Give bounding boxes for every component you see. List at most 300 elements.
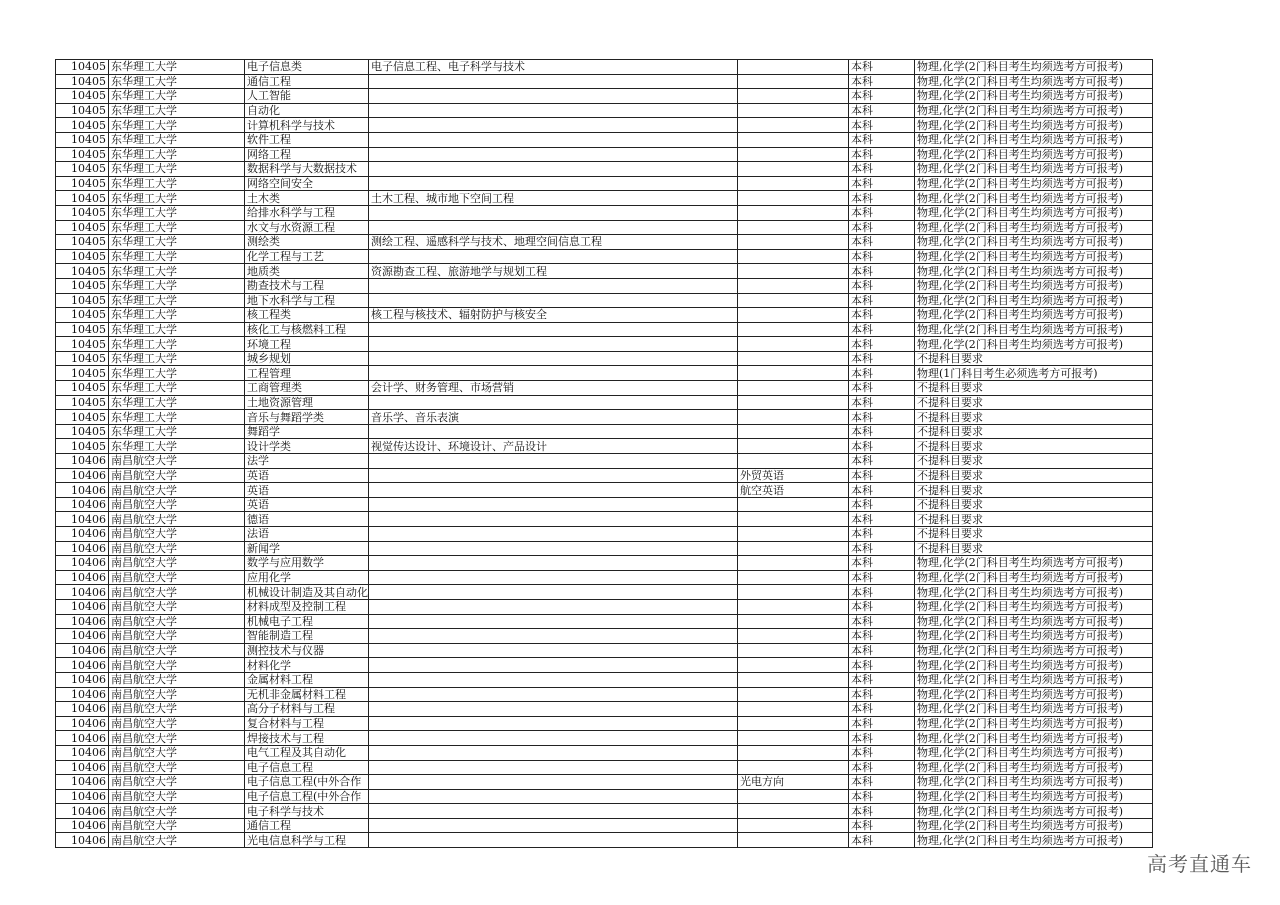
major-name-cell: 音乐与舞蹈学类 [245, 410, 369, 425]
remark-cell [738, 599, 849, 614]
subject-requirement-cell: 不提科目要求 [915, 381, 1153, 396]
major-name-cell: 环境工程 [245, 337, 369, 352]
level-cell: 本科 [849, 439, 915, 454]
table-row [56, 337, 1153, 352]
school-name-cell: 南昌航空大学 [109, 658, 245, 673]
remark-cell [738, 585, 849, 600]
level-cell: 本科 [849, 643, 915, 658]
school-name-cell: 东华理工大学 [109, 205, 245, 220]
included-majors-cell [369, 512, 738, 527]
school-code-cell: 10405 [56, 395, 109, 410]
included-majors-cell: 视觉传达设计、环境设计、产品设计 [369, 439, 738, 454]
school-name-cell: 东华理工大学 [109, 162, 245, 177]
table-row [56, 599, 1153, 614]
remark-cell [738, 818, 849, 833]
remark-cell [738, 103, 849, 118]
major-name-cell: 英语 [245, 483, 369, 498]
level-cell: 本科 [849, 775, 915, 790]
school-name-cell: 南昌航空大学 [109, 672, 245, 687]
major-name-cell: 机械电子工程 [245, 614, 369, 629]
school-code-cell: 10406 [56, 527, 109, 542]
table-row [56, 585, 1153, 600]
major-name-cell: 工商管理类 [245, 381, 369, 396]
remark-cell [738, 235, 849, 250]
school-code-cell: 10405 [56, 103, 109, 118]
remark-cell [738, 789, 849, 804]
remark-cell [738, 570, 849, 585]
school-code-cell: 10405 [56, 278, 109, 293]
subject-requirement-cell: 物理,化学(2门科目考生均须选考方可报考) [915, 176, 1153, 191]
included-majors-cell [369, 804, 738, 819]
included-majors-cell: 核工程与核技术、辐射防护与核安全 [369, 308, 738, 323]
major-name-cell: 材料化学 [245, 658, 369, 673]
major-name-cell: 核工程类 [245, 308, 369, 323]
table-row [56, 672, 1153, 687]
included-majors-cell [369, 132, 738, 147]
major-name-cell: 设计学类 [245, 439, 369, 454]
included-majors-cell [369, 454, 738, 469]
school-name-cell: 南昌航空大学 [109, 614, 245, 629]
remark-cell [738, 731, 849, 746]
table-row [56, 351, 1153, 366]
major-name-cell: 地下水科学与工程 [245, 293, 369, 308]
school-code-cell: 10406 [56, 614, 109, 629]
school-code-cell: 10406 [56, 658, 109, 673]
school-name-cell: 东华理工大学 [109, 351, 245, 366]
school-code-cell: 10406 [56, 818, 109, 833]
table-row [56, 745, 1153, 760]
school-name-cell: 东华理工大学 [109, 249, 245, 264]
remark-cell [738, 439, 849, 454]
school-name-cell: 南昌航空大学 [109, 483, 245, 498]
subject-requirement-cell: 不提科目要求 [915, 541, 1153, 556]
included-majors-cell [369, 278, 738, 293]
remark-cell [738, 658, 849, 673]
table-row [56, 570, 1153, 585]
school-code-cell: 10406 [56, 497, 109, 512]
table-row [56, 278, 1153, 293]
included-majors-cell [369, 293, 738, 308]
school-name-cell: 东华理工大学 [109, 337, 245, 352]
school-name-cell: 东华理工大学 [109, 439, 245, 454]
remark-cell [738, 366, 849, 381]
remark-cell [738, 614, 849, 629]
major-name-cell: 无机非金属材料工程 [245, 687, 369, 702]
school-name-cell: 东华理工大学 [109, 264, 245, 279]
remark-cell [738, 293, 849, 308]
level-cell: 本科 [849, 672, 915, 687]
major-name-cell: 法语 [245, 527, 369, 542]
included-majors-cell [369, 702, 738, 717]
remark-cell [738, 556, 849, 571]
remark-cell [738, 351, 849, 366]
level-cell: 本科 [849, 89, 915, 104]
table-row [56, 629, 1153, 644]
school-code-cell: 10405 [56, 118, 109, 133]
subject-requirement-cell: 物理,化学(2门科目考生均须选考方可报考) [915, 658, 1153, 673]
included-majors-cell [369, 760, 738, 775]
level-cell: 本科 [849, 658, 915, 673]
major-name-cell: 焊接技术与工程 [245, 731, 369, 746]
remark-cell [738, 541, 849, 556]
included-majors-cell [369, 745, 738, 760]
major-name-cell: 数据科学与大数据技术 [245, 162, 369, 177]
subject-requirement-cell: 物理,化学(2门科目考生均须选考方可报考) [915, 147, 1153, 162]
subject-requirement-cell: 物理,化学(2门科目考生均须选考方可报考) [915, 614, 1153, 629]
level-cell: 本科 [849, 527, 915, 542]
level-cell: 本科 [849, 147, 915, 162]
table-row [56, 395, 1153, 410]
major-name-cell: 高分子材料与工程 [245, 702, 369, 717]
included-majors-cell [369, 658, 738, 673]
school-name-cell: 东华理工大学 [109, 366, 245, 381]
subject-requirement-cell: 物理,化学(2门科目考生均须选考方可报考) [915, 103, 1153, 118]
table-row [56, 366, 1153, 381]
remark-cell [738, 220, 849, 235]
school-code-cell: 10405 [56, 235, 109, 250]
subject-requirement-cell: 物理,化学(2门科目考生均须选考方可报考) [915, 672, 1153, 687]
school-code-cell: 10406 [56, 468, 109, 483]
remark-cell: 航空英语 [738, 483, 849, 498]
remark-cell [738, 643, 849, 658]
table-row [56, 74, 1153, 89]
remark-cell [738, 147, 849, 162]
table-row [56, 527, 1153, 542]
school-name-cell: 东华理工大学 [109, 176, 245, 191]
included-majors-cell [369, 716, 738, 731]
major-name-cell: 英语 [245, 497, 369, 512]
school-code-cell: 10406 [56, 716, 109, 731]
subject-requirement-cell: 物理,化学(2门科目考生均须选考方可报考) [915, 760, 1153, 775]
included-majors-cell [369, 570, 738, 585]
table-row [56, 775, 1153, 790]
level-cell: 本科 [849, 483, 915, 498]
major-name-cell: 金属材料工程 [245, 672, 369, 687]
admission-table [55, 59, 1153, 848]
level-cell: 本科 [849, 556, 915, 571]
remark-cell [738, 60, 849, 75]
major-name-cell: 测控技术与仪器 [245, 643, 369, 658]
school-code-cell: 10405 [56, 132, 109, 147]
level-cell: 本科 [849, 132, 915, 147]
major-name-cell: 地质类 [245, 264, 369, 279]
major-name-cell: 电子科学与技术 [245, 804, 369, 819]
table-row [56, 249, 1153, 264]
included-majors-cell: 会计学、财务管理、市场营销 [369, 381, 738, 396]
major-name-cell: 复合材料与工程 [245, 716, 369, 731]
school-code-cell: 10405 [56, 351, 109, 366]
remark-cell [738, 410, 849, 425]
table-row [56, 89, 1153, 104]
school-name-cell: 东华理工大学 [109, 220, 245, 235]
subject-requirement-cell: 物理,化学(2门科目考生均须选考方可报考) [915, 322, 1153, 337]
level-cell: 本科 [849, 118, 915, 133]
included-majors-cell [369, 527, 738, 542]
major-name-cell: 光电信息科学与工程 [245, 833, 369, 848]
school-name-cell: 南昌航空大学 [109, 687, 245, 702]
subject-requirement-cell: 物理,化学(2门科目考生均须选考方可报考) [915, 585, 1153, 600]
major-name-cell: 通信工程 [245, 818, 369, 833]
included-majors-cell: 测绘工程、遥感科学与技术、地理空间信息工程 [369, 235, 738, 250]
level-cell: 本科 [849, 162, 915, 177]
included-majors-cell [369, 395, 738, 410]
remark-cell [738, 322, 849, 337]
school-name-cell: 南昌航空大学 [109, 497, 245, 512]
included-majors-cell [369, 351, 738, 366]
school-name-cell: 东华理工大学 [109, 89, 245, 104]
school-name-cell: 南昌航空大学 [109, 833, 245, 848]
school-code-cell: 10406 [56, 556, 109, 571]
level-cell: 本科 [849, 249, 915, 264]
subject-requirement-cell: 物理,化学(2门科目考生均须选考方可报考) [915, 118, 1153, 133]
school-name-cell: 东华理工大学 [109, 410, 245, 425]
table-row [56, 103, 1153, 118]
school-name-cell: 东华理工大学 [109, 103, 245, 118]
included-majors-cell [369, 366, 738, 381]
subject-requirement-cell: 物理,化学(2门科目考生均须选考方可报考) [915, 264, 1153, 279]
table-row [56, 760, 1153, 775]
remark-cell [738, 74, 849, 89]
subject-requirement-cell: 不提科目要求 [915, 351, 1153, 366]
subject-requirement-cell: 物理,化学(2门科目考生均须选考方可报考) [915, 60, 1153, 75]
major-name-cell: 应用化学 [245, 570, 369, 585]
remark-cell: 外贸英语 [738, 468, 849, 483]
school-code-cell: 10405 [56, 410, 109, 425]
included-majors-cell [369, 672, 738, 687]
table-row [56, 804, 1153, 819]
school-code-cell: 10405 [56, 191, 109, 206]
major-name-cell: 法学 [245, 454, 369, 469]
subject-requirement-cell: 不提科目要求 [915, 483, 1153, 498]
school-name-cell: 东华理工大学 [109, 293, 245, 308]
included-majors-cell [369, 775, 738, 790]
level-cell: 本科 [849, 570, 915, 585]
subject-requirement-cell: 不提科目要求 [915, 468, 1153, 483]
included-majors-cell [369, 541, 738, 556]
school-code-cell: 10406 [56, 629, 109, 644]
level-cell: 本科 [849, 599, 915, 614]
included-majors-cell [369, 220, 738, 235]
school-code-cell: 10405 [56, 249, 109, 264]
level-cell: 本科 [849, 103, 915, 118]
major-name-cell: 通信工程 [245, 74, 369, 89]
school-name-cell: 东华理工大学 [109, 308, 245, 323]
remark-cell [738, 205, 849, 220]
subject-requirement-cell: 不提科目要求 [915, 512, 1153, 527]
level-cell: 本科 [849, 191, 915, 206]
level-cell: 本科 [849, 424, 915, 439]
table-row [56, 176, 1153, 191]
level-cell: 本科 [849, 541, 915, 556]
major-name-cell: 土地资源管理 [245, 395, 369, 410]
school-name-cell: 南昌航空大学 [109, 585, 245, 600]
major-name-cell: 电气工程及其自动化 [245, 745, 369, 760]
level-cell: 本科 [849, 205, 915, 220]
subject-requirement-cell: 物理,化学(2门科目考生均须选考方可报考) [915, 775, 1153, 790]
remark-cell [738, 337, 849, 352]
level-cell: 本科 [849, 381, 915, 396]
level-cell: 本科 [849, 585, 915, 600]
table-row [56, 162, 1153, 177]
school-code-cell: 10406 [56, 599, 109, 614]
table-row [56, 191, 1153, 206]
school-code-cell: 10405 [56, 176, 109, 191]
major-name-cell: 土木类 [245, 191, 369, 206]
subject-requirement-cell: 不提科目要求 [915, 454, 1153, 469]
level-cell: 本科 [849, 497, 915, 512]
remark-cell [738, 264, 849, 279]
level-cell: 本科 [849, 512, 915, 527]
included-majors-cell [369, 789, 738, 804]
school-name-cell: 南昌航空大学 [109, 702, 245, 717]
remark-cell [738, 176, 849, 191]
major-name-cell: 智能制造工程 [245, 629, 369, 644]
included-majors-cell: 电子信息工程、电子科学与技术 [369, 60, 738, 75]
subject-requirement-cell: 物理,化学(2门科目考生均须选考方可报考) [915, 249, 1153, 264]
major-name-cell: 电子信息类 [245, 60, 369, 75]
table-row [56, 687, 1153, 702]
level-cell: 本科 [849, 337, 915, 352]
school-code-cell: 10406 [56, 731, 109, 746]
major-name-cell: 水文与水资源工程 [245, 220, 369, 235]
major-name-cell: 机械设计制造及其自动化 [245, 585, 369, 600]
remark-cell [738, 512, 849, 527]
included-majors-cell [369, 497, 738, 512]
included-majors-cell [369, 818, 738, 833]
included-majors-cell [369, 147, 738, 162]
school-name-cell: 南昌航空大学 [109, 512, 245, 527]
school-name-cell: 南昌航空大学 [109, 760, 245, 775]
school-code-cell: 10405 [56, 220, 109, 235]
school-code-cell: 10405 [56, 60, 109, 75]
level-cell: 本科 [849, 731, 915, 746]
school-code-cell: 10405 [56, 424, 109, 439]
level-cell: 本科 [849, 293, 915, 308]
table-row [56, 833, 1153, 848]
subject-requirement-cell: 物理,化学(2门科目考生均须选考方可报考) [915, 220, 1153, 235]
school-code-cell: 10405 [56, 205, 109, 220]
subject-requirement-cell: 物理,化学(2门科目考生均须选考方可报考) [915, 293, 1153, 308]
table-row [56, 118, 1153, 133]
subject-requirement-cell: 物理,化学(2门科目考生均须选考方可报考) [915, 556, 1153, 571]
table-row [56, 205, 1153, 220]
major-name-cell: 城乡规划 [245, 351, 369, 366]
remark-cell [738, 308, 849, 323]
remark-cell [738, 89, 849, 104]
subject-requirement-cell: 物理,化学(2门科目考生均须选考方可报考) [915, 833, 1153, 848]
school-code-cell: 10406 [56, 672, 109, 687]
remark-cell [738, 118, 849, 133]
included-majors-cell: 音乐学、音乐表演 [369, 410, 738, 425]
school-code-cell: 10406 [56, 454, 109, 469]
school-code-cell: 10406 [56, 702, 109, 717]
remark-cell [738, 527, 849, 542]
table-row [56, 512, 1153, 527]
included-majors-cell [369, 483, 738, 498]
subject-requirement-cell: 物理,化学(2门科目考生均须选考方可报考) [915, 74, 1153, 89]
table-row [56, 643, 1153, 658]
subject-requirement-cell: 不提科目要求 [915, 424, 1153, 439]
table-row [56, 381, 1153, 396]
table-row [56, 483, 1153, 498]
school-code-cell: 10406 [56, 804, 109, 819]
school-name-cell: 南昌航空大学 [109, 804, 245, 819]
school-code-cell: 10406 [56, 687, 109, 702]
remark-cell [738, 687, 849, 702]
subject-requirement-cell: 不提科目要求 [915, 410, 1153, 425]
school-name-cell: 东华理工大学 [109, 118, 245, 133]
subject-requirement-cell: 物理,化学(2门科目考生均须选考方可报考) [915, 818, 1153, 833]
included-majors-cell [369, 118, 738, 133]
remark-cell [738, 702, 849, 717]
level-cell: 本科 [849, 818, 915, 833]
school-name-cell: 南昌航空大学 [109, 818, 245, 833]
major-name-cell: 数学与应用数学 [245, 556, 369, 571]
included-majors-cell [369, 249, 738, 264]
school-code-cell: 10405 [56, 337, 109, 352]
table-row [56, 497, 1153, 512]
remark-cell [738, 249, 849, 264]
subject-requirement-cell: 物理,化学(2门科目考生均须选考方可报考) [915, 570, 1153, 585]
table-row [56, 308, 1153, 323]
major-name-cell: 电子信息工程(中外合作 [245, 775, 369, 790]
school-name-cell: 东华理工大学 [109, 147, 245, 162]
included-majors-cell [369, 687, 738, 702]
school-code-cell: 10405 [56, 162, 109, 177]
major-name-cell: 材料成型及控制工程 [245, 599, 369, 614]
level-cell: 本科 [849, 410, 915, 425]
remark-cell [738, 833, 849, 848]
table-row [56, 132, 1153, 147]
school-name-cell: 东华理工大学 [109, 395, 245, 410]
table-row [56, 322, 1153, 337]
major-name-cell: 化学工程与工艺 [245, 249, 369, 264]
subject-requirement-cell: 物理,化学(2门科目考生均须选考方可报考) [915, 235, 1153, 250]
subject-requirement-cell: 物理(1门科目考生必须选考方可报考) [915, 366, 1153, 381]
school-name-cell: 南昌航空大学 [109, 716, 245, 731]
remark-cell [738, 629, 849, 644]
included-majors-cell [369, 629, 738, 644]
watermark: 高考直通车 [1147, 852, 1252, 876]
included-majors-cell [369, 833, 738, 848]
included-majors-cell [369, 585, 738, 600]
level-cell: 本科 [849, 468, 915, 483]
school-name-cell: 南昌航空大学 [109, 599, 245, 614]
school-name-cell: 南昌航空大学 [109, 629, 245, 644]
subject-requirement-cell: 物理,化学(2门科目考生均须选考方可报考) [915, 89, 1153, 104]
level-cell: 本科 [849, 716, 915, 731]
included-majors-cell [369, 74, 738, 89]
subject-requirement-cell: 物理,化学(2门科目考生均须选考方可报考) [915, 702, 1153, 717]
included-majors-cell [369, 162, 738, 177]
level-cell: 本科 [849, 74, 915, 89]
included-majors-cell [369, 322, 738, 337]
level-cell: 本科 [849, 702, 915, 717]
remark-cell [738, 745, 849, 760]
school-name-cell: 南昌航空大学 [109, 556, 245, 571]
school-code-cell: 10405 [56, 293, 109, 308]
subject-requirement-cell: 不提科目要求 [915, 527, 1153, 542]
school-code-cell: 10405 [56, 366, 109, 381]
level-cell: 本科 [849, 308, 915, 323]
remark-cell [738, 278, 849, 293]
remark-cell [738, 716, 849, 731]
major-name-cell: 勘查技术与工程 [245, 278, 369, 293]
table-row [56, 147, 1153, 162]
table-row [56, 818, 1153, 833]
included-majors-cell [369, 103, 738, 118]
school-code-cell: 10405 [56, 89, 109, 104]
